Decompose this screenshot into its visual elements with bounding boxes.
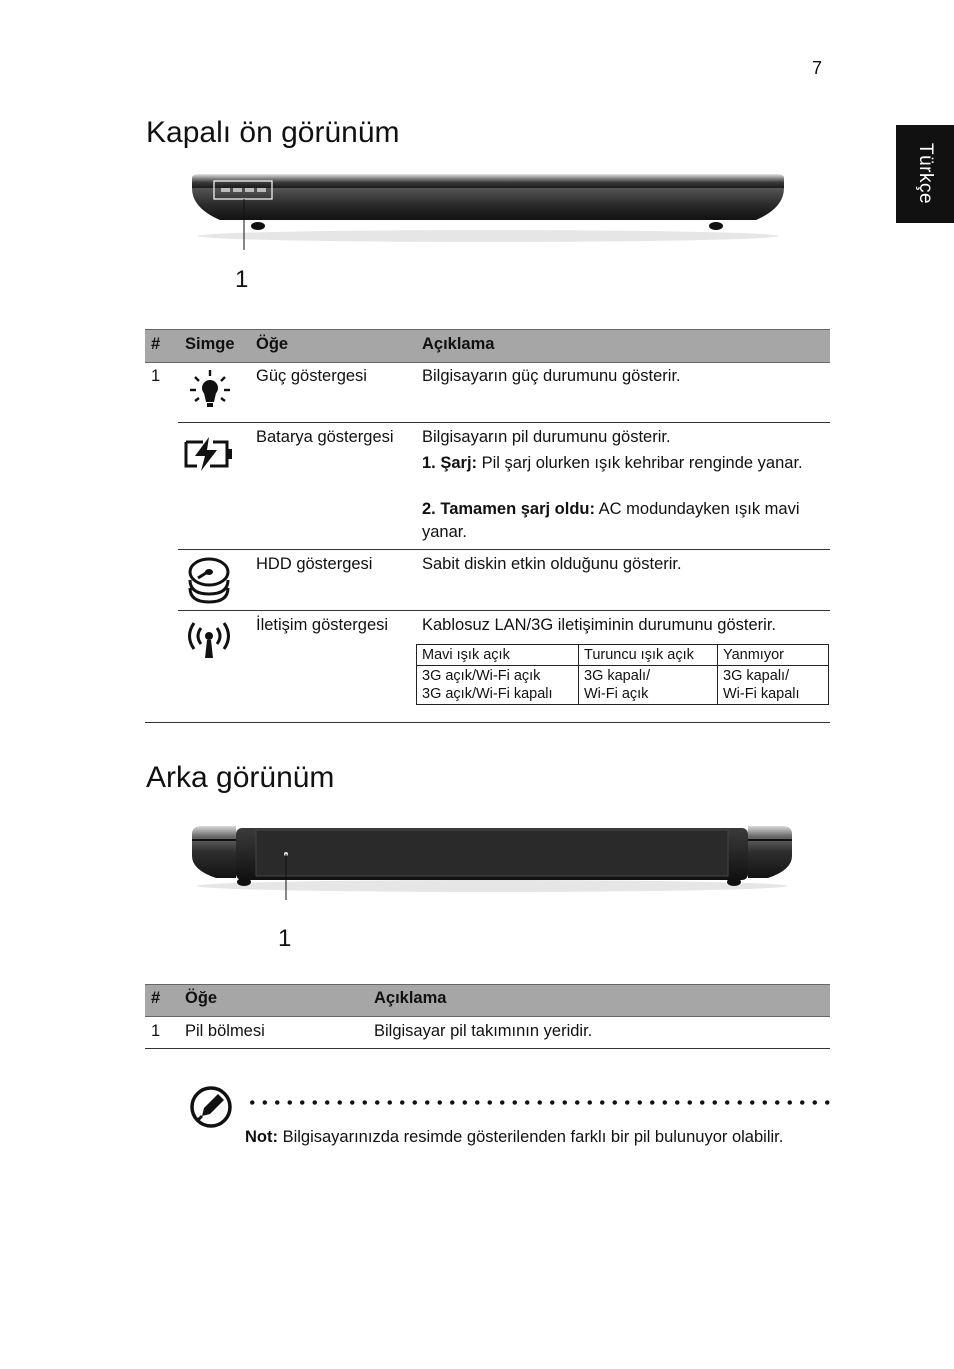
status-table-header-row — [417, 645, 829, 666]
language-tab — [896, 125, 954, 223]
power-indicator-icon — [187, 368, 233, 414]
row-battery-desc-1 — [422, 452, 822, 475]
status-cell-line: 3G kapalı/ — [584, 668, 651, 684]
rear-row-item: Pil bölmesi — [185, 1022, 265, 1040]
rear-callout-number: 1 — [278, 925, 292, 952]
language-tab-label: Türkçe — [915, 143, 936, 205]
row-battery-item: Batarya göstergesi — [256, 428, 394, 446]
note-label: Not: — [245, 1128, 278, 1146]
status-cell-line: 3G açık/Wi-Fi açık — [422, 668, 541, 684]
rear-view-title: Arka görünüm — [146, 761, 335, 794]
comm-status-table — [416, 644, 829, 705]
desc-2-text: AC modundayken ışık mavi yanar. — [422, 500, 800, 541]
front-view-title: Kapalı ön görünüm — [146, 116, 400, 149]
hdd-indicator-icon — [186, 556, 232, 606]
status-cell-line: Wi-Fi açık — [584, 686, 649, 702]
desc-1-text: Pil şarj olurken ışık kehribar renginde yanar. — [477, 454, 803, 472]
row-comm-desc: Kablosuz LAN/3G iletişiminin durumunu gösterir. — [422, 616, 777, 634]
desc-2-label: 2. Tamamen şarj oldu: — [422, 500, 595, 518]
status-cell — [718, 666, 829, 705]
front-header-desc: Açıklama — [422, 335, 495, 353]
note-text — [245, 1126, 830, 1149]
row-battery-desc-2 — [422, 498, 822, 544]
row-hdd-item: HDD göstergesi — [256, 555, 373, 573]
front-header-item: Öğe — [256, 335, 289, 353]
note-icon — [188, 1084, 234, 1130]
row-power-num: 1 — [151, 367, 161, 385]
row-power-item: Güç göstergesi — [256, 367, 367, 385]
rear-row-desc: Bilgisayar pil takımının yeridir. — [374, 1022, 593, 1040]
row-divider — [178, 422, 830, 423]
row-comm-item: İletişim göstergesi — [256, 616, 389, 634]
row-divider — [178, 610, 830, 611]
front-callout-number: 1 — [235, 266, 249, 293]
rear-table-header — [145, 984, 830, 1017]
status-cell-line: 3G açık/Wi-Fi kapalı — [422, 686, 553, 702]
status-cell — [579, 666, 718, 705]
rear-header-desc: Açıklama — [374, 989, 447, 1007]
rear-row-num: 1 — [151, 1022, 161, 1040]
front-header-num: # — [151, 335, 161, 353]
status-cell — [417, 666, 579, 705]
status-header-off: Yanmıyor — [718, 645, 829, 666]
front-header-icon: Simge — [185, 335, 235, 353]
table-bottom-border — [145, 722, 830, 723]
desc-1-label: 1. Şarj: — [422, 454, 478, 472]
laptop-front-illustration — [186, 170, 791, 250]
status-table-row — [417, 666, 829, 705]
laptop-rear-illustration — [186, 820, 798, 900]
rear-table-bottom-border — [145, 1048, 830, 1049]
status-cell-line: Wi-Fi kapalı — [723, 686, 800, 702]
row-hdd-desc: Sabit diskin etkin olduğunu gösterir. — [422, 555, 682, 573]
status-header-blue: Mavi ışık açık — [417, 645, 579, 666]
rear-header-item: Öğe — [185, 989, 218, 1007]
row-power-desc: Bilgisayarın güç durumunu gösterir. — [422, 367, 681, 385]
battery-indicator-icon — [183, 436, 235, 472]
row-divider — [178, 549, 830, 550]
status-header-orange: Turuncu ışık açık — [579, 645, 718, 666]
status-cell-line: 3G kapalı/ — [723, 668, 790, 684]
note-separator — [246, 1100, 830, 1105]
note-body: Bilgisayarınızda resimde gösterilenden farklı bir pil bulunuyor olabilir. — [277, 1128, 784, 1146]
rear-header-num: # — [151, 989, 161, 1007]
row-battery-desc: Bilgisayarın pil durumunu gösterir. — [422, 428, 671, 446]
wireless-indicator-icon — [183, 618, 235, 660]
page-number: 7 — [812, 58, 823, 78]
